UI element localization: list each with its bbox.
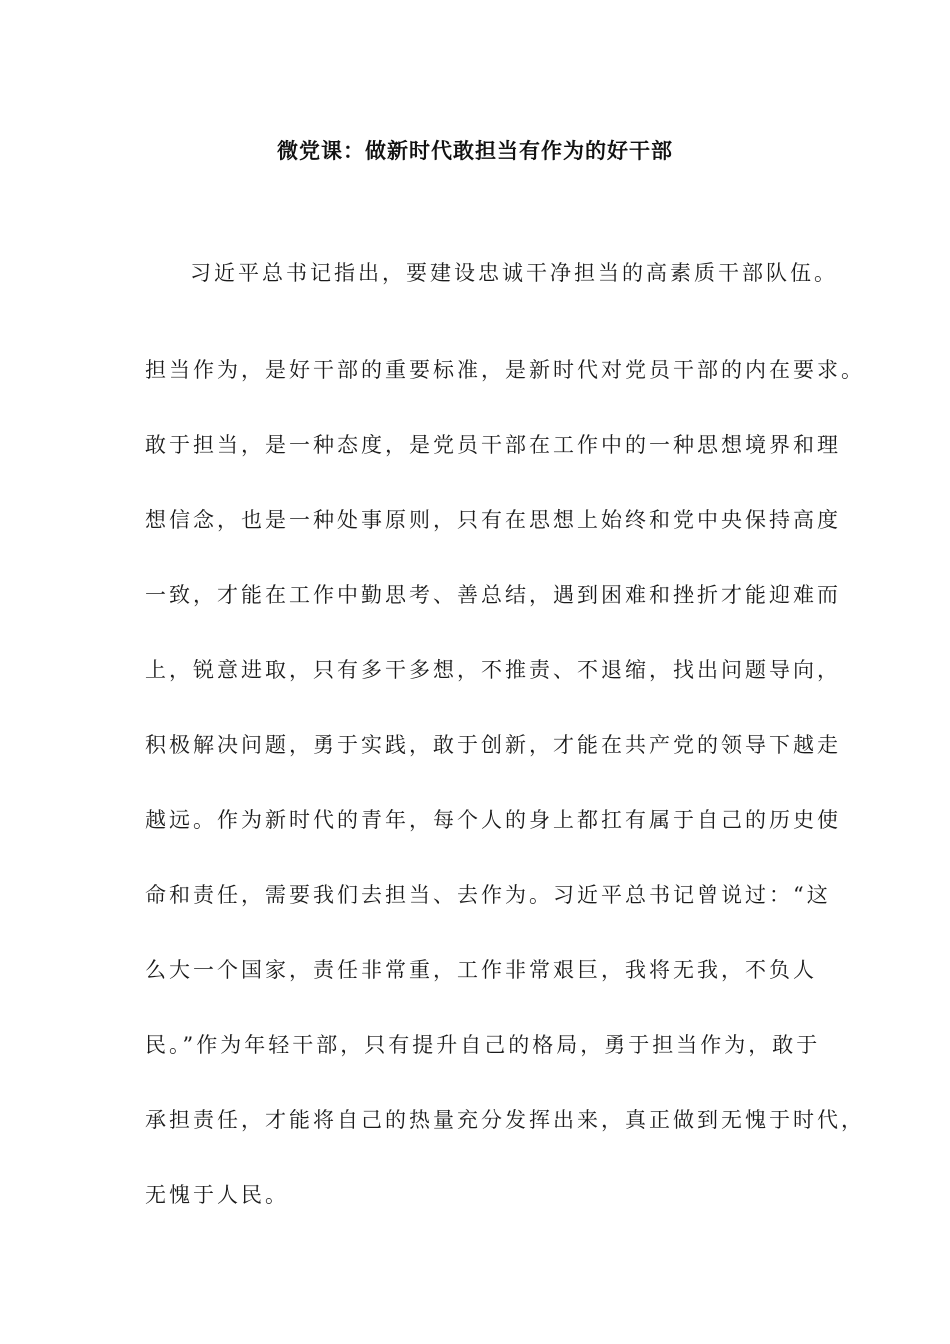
paragraph-line: 民。”作为年轻干部，只有提升自己的格局，勇于担当作为，敢于 <box>145 1033 821 1057</box>
paragraph-line: 无愧于人民。 <box>145 1183 289 1207</box>
document-title: 微党课：做新时代敢担当有作为的好干部 <box>277 138 673 163</box>
paragraph-line: 命和责任，需要我们去担当、去作为。习近平总书记曾说过：“这 <box>145 883 831 907</box>
paragraph-line: 越远。作为新时代的青年，每个人的身上都扛有属于自己的历史使 <box>145 808 841 832</box>
paragraph-line: 么大一个国家，责任非常重，工作非常艰巨，我将无我，不负人 <box>145 958 817 982</box>
paragraph-line: 敢于担当，是一种态度，是党员干部在工作中的一种思想境界和理 <box>145 433 841 457</box>
paragraph-line: 一致，才能在工作中勤思考、善总结，遇到困难和挫折才能迎难而 <box>145 583 841 607</box>
paragraph-line: 想信念，也是一种处事原则，只有在思想上始终和党中央保持高度 <box>145 508 841 532</box>
paragraph-line: 习近平总书记指出，要建设忠诚干净担当的高素质干部队伍。 <box>190 261 838 285</box>
paragraph-line: 上，锐意进取，只有多干多想，不推责、不退缩，找出问题导向， <box>145 658 841 682</box>
paragraph-line: 担当作为，是好干部的重要标准，是新时代对党员干部的内在要求。 <box>145 358 865 382</box>
paragraph-line: 承担责任，才能将自己的热量充分发挥出来，真正做到无愧于时代， <box>145 1108 865 1132</box>
paragraph-line: 积极解决问题，勇于实践，敢于创新，才能在共产党的领导下越走 <box>145 733 841 757</box>
